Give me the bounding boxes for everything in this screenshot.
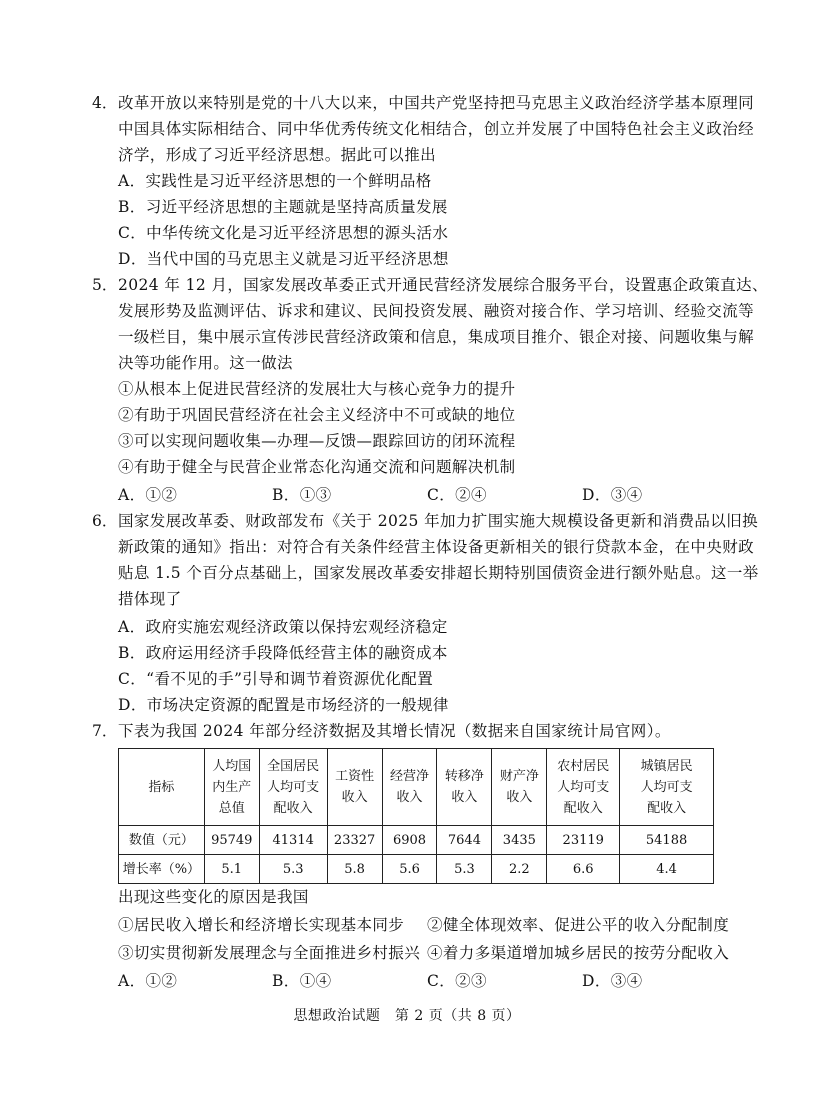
- table-header-cell: 财产净 收入: [492, 749, 547, 826]
- option-d: D．③④: [582, 486, 643, 504]
- option-c: C．中华传统文化是习近平经济思想的源头活水: [118, 224, 449, 242]
- statement: ②健全体现效率、促进公平的收入分配制度: [427, 916, 730, 934]
- page-footer: 思想政治试题 第 2 页（共 8 页）: [293, 1008, 521, 1024]
- statement: ④着力多渠道增加城乡居民的按劳分配收入: [427, 944, 730, 962]
- option-a: A．①②: [118, 486, 178, 504]
- table-header-cell: 城镇居民 人均可支 配收入: [620, 749, 714, 826]
- table-cell: 5.6: [382, 855, 437, 884]
- table-cell: 95749: [204, 826, 259, 855]
- statement: ②有助于巩固民营经济在社会主义经济中不可或缺的地位: [118, 406, 516, 424]
- table-cell: 23119: [547, 826, 620, 855]
- question-number: 4．: [92, 94, 118, 112]
- table-cell: 5.3: [437, 855, 492, 884]
- table-cell: 2.2: [492, 855, 547, 884]
- table-cell: 3435: [492, 826, 547, 855]
- option-a: A．①②: [118, 972, 178, 990]
- table-cell: 54188: [620, 826, 714, 855]
- table-header-cell: 人均国 内生产 总值: [204, 749, 259, 826]
- economic-data-table: [118, 748, 714, 884]
- table-cell: 5.1: [204, 855, 259, 884]
- option-d: D．市场决定资源的配置是市场经济的一般规律: [118, 696, 449, 714]
- question-text-line: 决等功能作用。这一做法: [118, 354, 293, 372]
- option-b: B．①③: [272, 486, 332, 504]
- question-text-line: 新政策的通知》指出：对符合有关条件经营主体设备更新相关的银行贷款本金，在中央财政: [118, 538, 755, 556]
- option-d: D．③④: [582, 972, 643, 990]
- table-header-row: [119, 749, 714, 826]
- question-text-line: 中国具体实际相结合、同中华优秀传统文化相结合，创立并发展了中国特色社会主义政治经: [118, 120, 755, 138]
- option-c: C．②③: [427, 972, 487, 990]
- question-intro: 下表为我国 2024 年部分经济数据及其增长情况（数据来自国家统计局官网）。: [118, 722, 671, 740]
- table-row: [119, 855, 714, 884]
- statement: ③可以实现问题收集—办理—反馈—跟踪回访的闭环流程: [118, 432, 516, 450]
- question-text-line: 出现这些变化的原因是我国: [118, 888, 309, 906]
- option-b: B．政府运用经济手段降低经营主体的融资成本: [118, 644, 448, 662]
- question-number: 7．: [92, 722, 118, 740]
- table-cell: 23327: [327, 826, 382, 855]
- statement: ③切实贯彻新发展理念与全面推进乡村振兴: [118, 944, 421, 962]
- table-row: [119, 826, 714, 855]
- table-cell: 5.8: [327, 855, 382, 884]
- question-number: 5．: [92, 276, 118, 294]
- question-text-line: 2024 年 12 月，国家发展改革委正式开通民营经济发展综合服务平台，设置惠企政策直达、: [118, 276, 768, 294]
- table-cell: 6.6: [547, 855, 620, 884]
- question-text-line: 一级栏目，集中展示宣传涉民营经济政策和信息，集成项目推介、银企对接、问题收集与解: [118, 328, 755, 346]
- table-cell: 5.3: [259, 855, 327, 884]
- option-d: D．当代中国的马克思主义就是习近平经济思想: [118, 250, 449, 268]
- table-cell: 41314: [259, 826, 327, 855]
- table-header-cell: 全国居民 人均可支 配收入: [259, 749, 327, 826]
- question-text-line: 发展形势及监测评估、诉求和建议、民间投资发展、融资对接合作、学习培训、经验交流等: [118, 302, 755, 320]
- table-cell: 数值（元）: [119, 826, 205, 855]
- table-header-cell: 农村居民 人均可支 配收入: [547, 749, 620, 826]
- question-text-line: 贴息 1.5 个百分点基础上，国家发展改革委安排超长期特别国债资金进行额外贴息。这一举: [118, 564, 759, 582]
- table-cell: 增长率（%）: [119, 855, 205, 884]
- question-text-line: 措体现了: [118, 590, 182, 608]
- table-header-cell: 工资性 收入: [327, 749, 382, 826]
- option-c: C．②④: [427, 486, 487, 504]
- table-cell: 6908: [382, 826, 437, 855]
- table-header-cell: 转移净 收入: [437, 749, 492, 826]
- question-number: 6．: [92, 512, 118, 530]
- question-text-line: 国家发展改革委、财政部发布《关于 2025 年加力扩围实施大规模设备更新和消费品以旧换: [118, 512, 759, 530]
- option-a: A．实践性是习近平经济思想的一个鲜明品格: [118, 172, 432, 190]
- table-cell: 7644: [437, 826, 492, 855]
- option-b: B．①④: [272, 972, 332, 990]
- option-a: A．政府实施宏观经济政策以保持宏观经济稳定: [118, 618, 448, 636]
- table-header-cell: 指标: [119, 749, 205, 826]
- question-text-line: 济学，形成了习近平经济思想。据此可以推出: [118, 146, 437, 164]
- table-header-cell: 经营净 收入: [382, 749, 437, 826]
- table-cell: 4.4: [620, 855, 714, 884]
- statement: ①从根本上促进民营经济的发展壮大与核心竞争力的提升: [118, 380, 516, 398]
- statement: ④有助于健全与民营企业常态化沟通交流和问题解决机制: [118, 458, 516, 476]
- option-c: C．“看不见的手”引导和调节着资源优化配置: [118, 670, 434, 688]
- option-b: B．习近平经济思想的主题就是坚持高质量发展: [118, 198, 448, 216]
- statement: ①居民收入增长和经济增长实现基本同步: [118, 916, 405, 934]
- question-text-line: 改革开放以来特别是党的十八大以来，中国共产党坚持把马克思主义政治经济学基本原理同: [118, 94, 755, 112]
